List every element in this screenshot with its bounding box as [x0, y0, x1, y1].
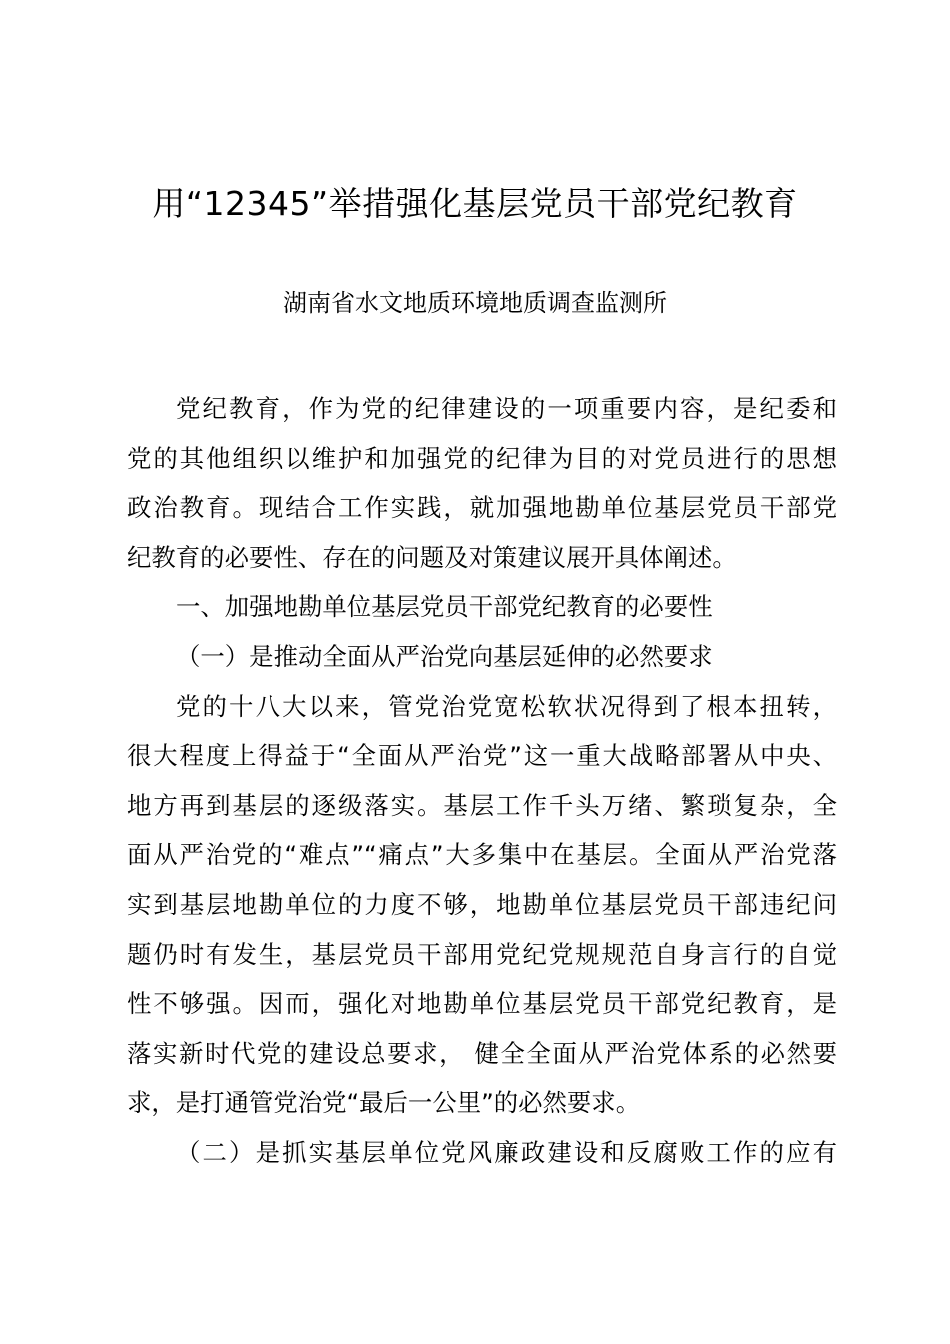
subsection-heading: （一）是推动全面从严治党向基层延伸的必然要求: [176, 641, 713, 671]
paragraph-line: 政治教育。现结合工作实践，就加强地勘单位基层党员干部党: [127, 493, 837, 523]
section-heading: 一、加强地勘单位基层党员干部党纪教育的必要性: [176, 592, 713, 622]
paragraph-line: 求，是打通管党治党“最后一公里”的必然要求。: [127, 1088, 641, 1118]
paragraph-line: 题仍时有发生，基层党员干部用党纪党规规范自身言行的自觉: [127, 939, 837, 969]
paragraph-line: 党的其他组织以维护和加强党的纪律为目的对党员进行的思想: [127, 443, 837, 473]
document-organization: 湖南省水文地质环境地质调查监测所: [283, 289, 667, 317]
paragraph-line: 纪教育的必要性、存在的问题及对策建议展开具体阐述。: [127, 542, 737, 572]
document-body: [127, 384, 837, 1178]
paragraph-line: 实到基层地勘单位的力度不够，地勘单位基层党员干部违纪问: [127, 889, 837, 919]
paragraph-line: 党的十八大以来，管党治党宽松软状况得到了根本扭转，: [176, 691, 837, 721]
paragraph-line: 地方再到基层的逐级落实。基层工作千头万绪、繁琐复杂，全: [127, 790, 837, 820]
document-title: 用“12345”举措强化基层党员干部党纪教育: [152, 184, 798, 223]
paragraph-line: 面从严治党的“难点”“痛点”大多集中在基层。全面从严治党落: [127, 840, 837, 870]
subsection-heading: （二）是抓实基层单位党风廉政建设和反腐败工作的应有: [176, 1137, 837, 1167]
paragraph-line: 落实新时代党的建设总要求， 健全全面从严治党体系的必然要: [127, 1038, 837, 1068]
paragraph-line: 性不够强。因而，强化对地勘单位基层党员干部党纪教育，是: [127, 989, 837, 1019]
paragraph-line: 党纪教育，作为党的纪律建设的一项重要内容，是纪委和: [176, 394, 837, 423]
paragraph-line: 很大程度上得益于“全面从严治党”这一重大战略部署从中央、: [127, 741, 837, 771]
